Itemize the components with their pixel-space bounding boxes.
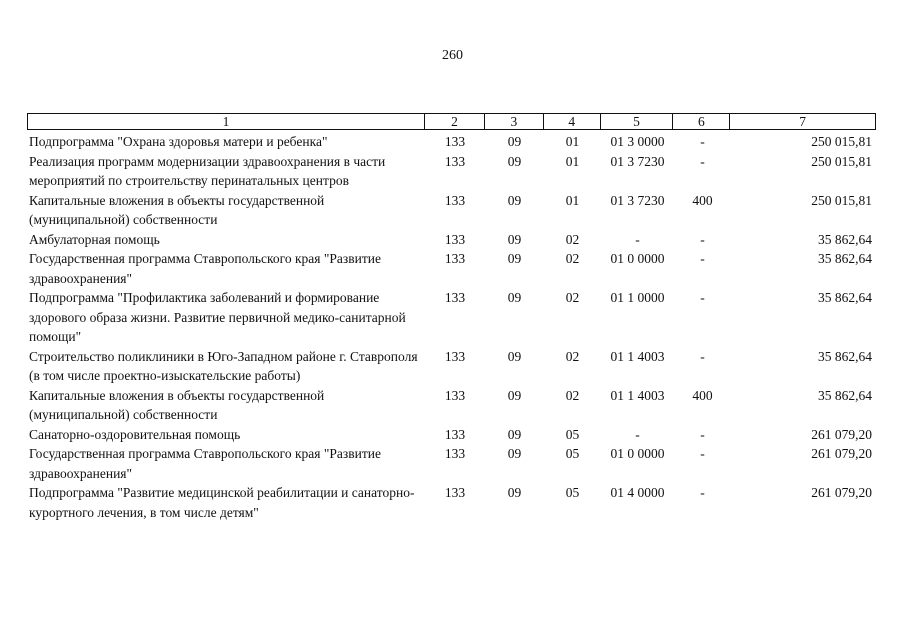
table-row <box>27 425 876 445</box>
row-col-5: - <box>635 426 640 442</box>
row-col-6: 400 <box>692 192 713 208</box>
row-col-6: - <box>700 134 705 149</box>
header-col-5: 5 <box>601 114 674 129</box>
row-col-5: 01 1 4003 <box>610 387 665 403</box>
table-row <box>27 483 876 522</box>
row-col-5: 01 1 0000 <box>610 290 665 305</box>
row-col-6: - <box>700 348 705 364</box>
row-col-7: 261 079,20 <box>811 485 872 500</box>
table-row <box>27 152 876 191</box>
row-col-7: 250 015,81 <box>811 153 872 169</box>
row-col-4: 01 <box>565 153 580 169</box>
row-col-2: 133 <box>444 446 466 461</box>
row-col-7: 261 079,20 <box>811 446 872 461</box>
header-col-2: 2 <box>425 114 485 129</box>
row-col-3: 09 <box>507 153 522 169</box>
row-col-6: - <box>700 485 705 500</box>
row-name: Амбулаторная помощь <box>29 231 160 247</box>
row-name: Строительство поликлиники в Юго-Западном районе г. Ставрополя (в том числе проектно-изыскательские работы) <box>29 348 418 383</box>
table-row <box>27 347 876 386</box>
row-name: Подпрограмма "Профилактика заболеваний и формирование здорового образа жизни. Развитие первичной медико-санитарной помощи" <box>29 290 406 344</box>
row-col-2: 133 <box>444 485 466 500</box>
row-col-3: 09 <box>507 348 522 364</box>
row-col-3: 09 <box>507 426 522 442</box>
header-col-4: 4 <box>544 114 601 129</box>
row-col-5: 01 3 7230 <box>610 192 665 208</box>
row-col-5: 01 0 0000 <box>610 446 665 461</box>
row-col-7: 35 862,64 <box>818 290 872 305</box>
row-col-7: 35 862,64 <box>818 387 872 403</box>
row-col-2: 133 <box>444 192 466 208</box>
row-col-6: - <box>700 153 705 169</box>
row-col-5: 01 3 7230 <box>610 153 665 169</box>
row-col-4: 05 <box>565 446 580 461</box>
row-name: Государственная программа Ставропольского края "Развитие здравоохранения" <box>29 446 381 481</box>
row-col-2: 133 <box>444 134 466 149</box>
row-col-5: 01 0 0000 <box>610 251 665 266</box>
row-col-3: 09 <box>507 251 522 266</box>
table-row <box>27 386 876 425</box>
header-col-3: 3 <box>485 114 544 129</box>
row-col-3: 09 <box>507 134 522 149</box>
row-col-7: 35 862,64 <box>818 251 872 266</box>
row-col-3: 09 <box>507 485 522 500</box>
row-col-3: 09 <box>507 290 522 305</box>
row-col-2: 133 <box>444 231 466 247</box>
header-col-6: 6 <box>673 114 730 129</box>
row-col-2: 133 <box>444 348 466 364</box>
row-name: Капитальные вложения в объекты государственной (муниципальной) собственности <box>29 192 325 227</box>
row-name: Реализация программ модернизации здравоохранения в части мероприятий по строительству перинатальных центров <box>29 153 386 188</box>
row-col-6: - <box>700 231 705 247</box>
table-body <box>27 132 876 522</box>
row-col-7: 261 079,20 <box>811 426 872 442</box>
table-row <box>27 230 876 250</box>
row-col-4: 02 <box>565 231 580 247</box>
row-col-3: 09 <box>507 446 522 461</box>
row-col-5: 01 4 0000 <box>610 485 665 500</box>
row-col-7: 250 015,81 <box>811 192 872 208</box>
row-col-4: 01 <box>565 192 580 208</box>
row-name: Капитальные вложения в объекты государственной (муниципальной) собственности <box>29 387 325 422</box>
row-col-4: 05 <box>565 426 580 442</box>
table-row <box>27 249 876 288</box>
row-name: Санаторно-оздоровительная помощь <box>29 426 241 442</box>
row-col-3: 09 <box>507 387 522 403</box>
row-col-5: 01 1 4003 <box>610 348 665 364</box>
row-name: Подпрограмма "Охрана здоровья матери и ребенка" <box>29 134 328 149</box>
row-col-7: 250 015,81 <box>811 134 872 149</box>
row-col-6: - <box>700 290 705 305</box>
row-col-6: - <box>700 251 705 266</box>
row-col-4: 01 <box>565 134 580 149</box>
row-col-2: 133 <box>444 251 466 266</box>
row-col-6: - <box>700 446 705 461</box>
row-col-3: 09 <box>507 231 522 247</box>
row-col-6: 400 <box>692 387 713 403</box>
row-col-4: 02 <box>565 387 580 403</box>
row-col-2: 133 <box>444 290 466 305</box>
row-col-5: 01 3 0000 <box>610 134 665 149</box>
table-row <box>27 191 876 230</box>
row-col-2: 133 <box>444 426 466 442</box>
row-col-3: 09 <box>507 192 522 208</box>
row-name: Государственная программа Ставропольского края "Развитие здравоохранения" <box>29 251 381 286</box>
row-col-2: 133 <box>444 387 466 403</box>
table-row <box>27 132 876 152</box>
row-col-7: 35 862,64 <box>818 348 872 364</box>
row-col-7: 35 862,64 <box>818 231 872 247</box>
row-col-4: 02 <box>565 251 580 266</box>
row-col-4: 05 <box>565 485 580 500</box>
row-col-2: 133 <box>444 153 466 169</box>
row-col-4: 02 <box>565 348 580 364</box>
row-col-4: 02 <box>565 290 580 305</box>
table-row <box>27 444 876 483</box>
table-row <box>27 288 876 347</box>
header-col-7: 7 <box>799 114 807 129</box>
table-header <box>27 113 876 130</box>
row-col-5: - <box>635 231 640 247</box>
page-number: 260 <box>442 48 463 63</box>
header-col-1: 1 <box>28 114 425 129</box>
row-name: Подпрограмма "Развитие медицинской реабилитации и санаторно-курортного лечения, в том числе детям" <box>29 485 415 520</box>
row-col-6: - <box>700 426 705 442</box>
